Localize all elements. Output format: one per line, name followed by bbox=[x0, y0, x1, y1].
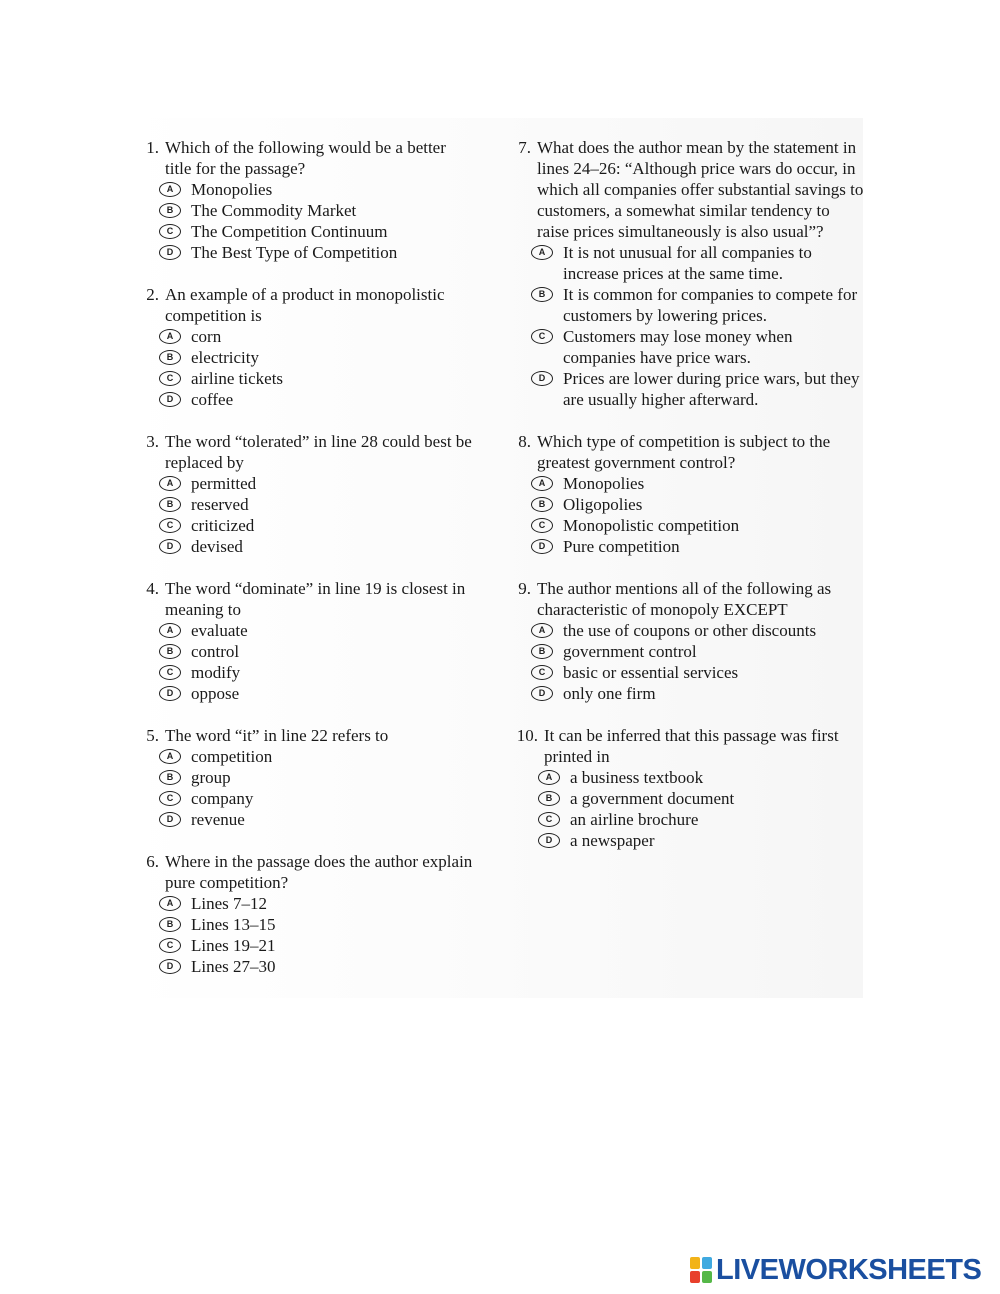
answer-option-a[interactable] bbox=[159, 746, 473, 767]
answer-option-b[interactable] bbox=[159, 347, 473, 368]
answer-option-text: group bbox=[191, 768, 231, 787]
answer-option-text: Monopolies bbox=[191, 180, 273, 199]
answer-option-b[interactable] bbox=[531, 641, 865, 662]
answer-bubble-icon[interactable]: C bbox=[538, 812, 560, 827]
answer-option-a[interactable] bbox=[159, 326, 473, 347]
answer-bubble-icon[interactable]: B bbox=[159, 917, 181, 932]
question-number: 9. bbox=[518, 579, 531, 598]
question-text: It can be inferred that this passage was first printed in bbox=[544, 726, 839, 766]
question-item bbox=[133, 284, 473, 410]
question-text: Where in the passage does the author explain pure competition? bbox=[165, 852, 473, 892]
answer-option-c[interactable] bbox=[538, 809, 865, 830]
answer-bubble-icon[interactable]: A bbox=[531, 245, 553, 260]
answer-option-d[interactable] bbox=[159, 956, 473, 977]
answer-option-text: company bbox=[191, 789, 254, 808]
answer-option-text: modify bbox=[191, 663, 241, 682]
answer-bubble-icon[interactable]: C bbox=[159, 791, 181, 806]
question-number: 8. bbox=[518, 432, 531, 451]
answer-option-a[interactable] bbox=[538, 767, 865, 788]
answer-option-d[interactable] bbox=[538, 830, 865, 851]
question-item bbox=[505, 725, 865, 851]
answer-bubble-icon[interactable]: D bbox=[531, 686, 553, 701]
question-item bbox=[133, 725, 473, 830]
answer-bubble-icon[interactable]: B bbox=[159, 350, 181, 365]
answer-option-c[interactable] bbox=[531, 326, 865, 368]
left-question-column bbox=[133, 137, 473, 998]
question-text: What does the author mean by the statement in lines 24–26: “Although price wars do occur, in which all companies offer substantial savings to customers, a somewhat similar tendency to raise prices simultaneously is also usual”? bbox=[537, 138, 864, 241]
answer-option-b[interactable] bbox=[538, 788, 865, 809]
answer-option-text: It is common for companies to compete for customers by lowering prices. bbox=[563, 285, 858, 325]
answer-bubble-icon[interactable]: B bbox=[159, 644, 181, 659]
answer-option-a[interactable] bbox=[159, 473, 473, 494]
answer-option-text: Lines 7–12 bbox=[191, 894, 268, 913]
answer-option-b[interactable] bbox=[159, 767, 473, 788]
answer-option-text: The Competition Continuum bbox=[191, 222, 388, 241]
question-item bbox=[133, 851, 473, 977]
answer-bubble-icon[interactable]: A bbox=[538, 770, 560, 785]
answer-option-d[interactable] bbox=[531, 536, 865, 557]
answer-option-text: Lines 13–15 bbox=[191, 915, 276, 934]
answer-bubble-icon[interactable]: D bbox=[159, 812, 181, 827]
answer-bubble-icon[interactable]: A bbox=[531, 623, 553, 638]
answer-bubble-icon[interactable]: D bbox=[159, 392, 181, 407]
answer-bubble-icon[interactable]: A bbox=[159, 329, 181, 344]
answer-option-text: corn bbox=[191, 327, 222, 346]
answer-option-b[interactable] bbox=[159, 200, 473, 221]
answer-option-text: a business textbook bbox=[570, 768, 704, 787]
answer-option-a[interactable] bbox=[531, 473, 865, 494]
answer-option-text: permitted bbox=[191, 474, 257, 493]
answer-bubble-icon[interactable]: B bbox=[531, 644, 553, 659]
answer-option-b[interactable] bbox=[159, 494, 473, 515]
question-number: 3. bbox=[146, 432, 159, 451]
answer-bubble-icon[interactable]: A bbox=[159, 749, 181, 764]
question-number: 7. bbox=[518, 138, 531, 157]
answer-bubble-icon[interactable]: C bbox=[159, 665, 181, 680]
answer-option-b[interactable] bbox=[531, 494, 865, 515]
answer-option-d[interactable] bbox=[159, 242, 473, 263]
question-number: 2. bbox=[146, 285, 159, 304]
question-number: 4. bbox=[146, 579, 159, 598]
answer-bubble-icon[interactable]: C bbox=[159, 518, 181, 533]
question-text: An example of a product in monopolistic competition is bbox=[165, 285, 445, 325]
answer-option-b[interactable] bbox=[531, 284, 865, 326]
question-item bbox=[133, 578, 473, 704]
question-item bbox=[133, 137, 473, 263]
answer-option-c[interactable] bbox=[531, 662, 865, 683]
answer-option-d[interactable] bbox=[531, 683, 865, 704]
answer-option-text: devised bbox=[191, 537, 243, 556]
answer-option-text: control bbox=[191, 642, 240, 661]
answer-bubble-icon[interactable]: B bbox=[159, 770, 181, 785]
answer-bubble-icon[interactable]: C bbox=[159, 938, 181, 953]
answer-option-a[interactable] bbox=[159, 620, 473, 641]
answer-option-text: evaluate bbox=[191, 621, 248, 640]
answer-option-text: only one firm bbox=[563, 684, 656, 703]
answer-bubble-icon[interactable]: A bbox=[159, 623, 181, 638]
answer-option-c[interactable] bbox=[159, 515, 473, 536]
answer-option-d[interactable] bbox=[531, 368, 865, 410]
answer-option-c[interactable] bbox=[531, 515, 865, 536]
answer-bubble-icon[interactable]: D bbox=[538, 833, 560, 848]
answer-option-text: competition bbox=[191, 747, 273, 766]
answer-bubble-icon[interactable]: D bbox=[531, 539, 553, 554]
answer-option-c[interactable] bbox=[159, 788, 473, 809]
answer-option-d[interactable] bbox=[159, 809, 473, 830]
question-text: The word “tolerated” in line 28 could best be replaced by bbox=[165, 432, 472, 472]
answer-option-text: Customers may lose money when companies have price wars. bbox=[563, 327, 793, 367]
answer-option-text: a government document bbox=[570, 789, 735, 808]
answer-bubble-icon[interactable]: C bbox=[159, 371, 181, 386]
answer-option-text: criticized bbox=[191, 516, 255, 535]
liveworksheets-logo-icon bbox=[690, 1257, 712, 1283]
question-item bbox=[505, 578, 865, 704]
question-number: 6. bbox=[146, 852, 159, 871]
answer-option-text: reserved bbox=[191, 495, 249, 514]
answer-option-c[interactable] bbox=[159, 662, 473, 683]
answer-option-a[interactable] bbox=[159, 179, 473, 200]
answer-bubble-icon[interactable]: B bbox=[531, 497, 553, 512]
answer-option-d[interactable] bbox=[159, 536, 473, 557]
question-number: 1. bbox=[146, 138, 159, 157]
question-text: The word “dominate” in line 19 is closest in meaning to bbox=[165, 579, 466, 619]
answer-option-d[interactable] bbox=[159, 683, 473, 704]
answer-option-b[interactable] bbox=[159, 641, 473, 662]
answer-bubble-icon[interactable]: B bbox=[538, 791, 560, 806]
question-text: Which of the following would be a better title for the passage? bbox=[165, 138, 446, 178]
question-item bbox=[133, 431, 473, 557]
answer-option-d[interactable] bbox=[159, 389, 473, 410]
answer-option-text: the use of coupons or other discounts bbox=[563, 621, 817, 640]
answer-option-text: The Commodity Market bbox=[191, 201, 357, 220]
answer-option-text: electricity bbox=[191, 348, 259, 367]
answer-option-text: basic or essential services bbox=[563, 663, 739, 682]
answer-bubble-icon[interactable]: C bbox=[531, 518, 553, 533]
answer-bubble-icon[interactable]: A bbox=[159, 896, 181, 911]
answer-option-text: Lines 27–30 bbox=[191, 957, 276, 976]
answer-option-text: Prices are lower during price wars, but they are usually higher afterward. bbox=[563, 369, 860, 409]
answer-option-text: Oligopolies bbox=[563, 495, 643, 514]
question-text: The author mentions all of the following as characteristic of monopoly EXCEPT bbox=[537, 579, 832, 619]
answer-bubble-icon[interactable]: C bbox=[531, 329, 553, 344]
answer-bubble-icon[interactable]: C bbox=[159, 224, 181, 239]
answer-option-c[interactable] bbox=[159, 221, 473, 242]
answer-option-text: It is not unusual for all companies to increase prices at the same time. bbox=[563, 243, 812, 283]
question-number: 5. bbox=[146, 726, 159, 745]
answer-bubble-icon[interactable]: B bbox=[159, 497, 181, 512]
answer-bubble-icon[interactable]: D bbox=[159, 686, 181, 701]
answer-option-text: Monopolistic competition bbox=[563, 516, 740, 535]
answer-option-text: coffee bbox=[191, 390, 234, 409]
answer-option-a[interactable] bbox=[159, 893, 473, 914]
answer-bubble-icon[interactable]: D bbox=[159, 539, 181, 554]
answer-option-text: oppose bbox=[191, 684, 240, 703]
answer-option-text: airline tickets bbox=[191, 369, 284, 388]
answer-bubble-icon[interactable]: D bbox=[531, 371, 553, 386]
answer-bubble-icon[interactable]: A bbox=[159, 182, 181, 197]
answer-option-a[interactable] bbox=[531, 242, 865, 284]
answer-bubble-icon[interactable]: B bbox=[159, 203, 181, 218]
answer-option-c[interactable] bbox=[159, 935, 473, 956]
question-item bbox=[505, 137, 865, 410]
question-text: Which type of competition is subject to the greatest government control? bbox=[537, 432, 831, 472]
answer-option-text: an airline brochure bbox=[570, 810, 699, 829]
answer-option-text: revenue bbox=[191, 810, 245, 829]
answer-bubble-icon[interactable]: B bbox=[531, 287, 553, 302]
answer-option-text: government control bbox=[563, 642, 697, 661]
answer-option-text: Pure competition bbox=[563, 537, 680, 556]
answer-option-text: Lines 19–21 bbox=[191, 936, 276, 955]
answer-bubble-icon[interactable]: C bbox=[531, 665, 553, 680]
question-text: The word “it” in line 22 refers to bbox=[165, 726, 389, 745]
liveworksheets-logo bbox=[690, 1255, 981, 1285]
answer-option-c[interactable] bbox=[159, 368, 473, 389]
question-number: 10. bbox=[516, 726, 538, 745]
question-item bbox=[505, 431, 865, 557]
answer-option-text: a newspaper bbox=[570, 831, 655, 850]
answer-option-a[interactable] bbox=[531, 620, 865, 641]
answer-option-text: Monopolies bbox=[563, 474, 645, 493]
answer-bubble-icon[interactable]: A bbox=[159, 476, 181, 491]
answer-bubble-icon[interactable]: D bbox=[159, 959, 181, 974]
answer-bubble-icon[interactable]: D bbox=[159, 245, 181, 260]
answer-option-b[interactable] bbox=[159, 914, 473, 935]
right-question-column bbox=[505, 137, 865, 872]
answer-bubble-icon[interactable]: A bbox=[531, 476, 553, 491]
logo-text: LIVEWORKSHEETS bbox=[716, 1253, 982, 1286]
answer-option-text: The Best Type of Competition bbox=[191, 243, 398, 262]
